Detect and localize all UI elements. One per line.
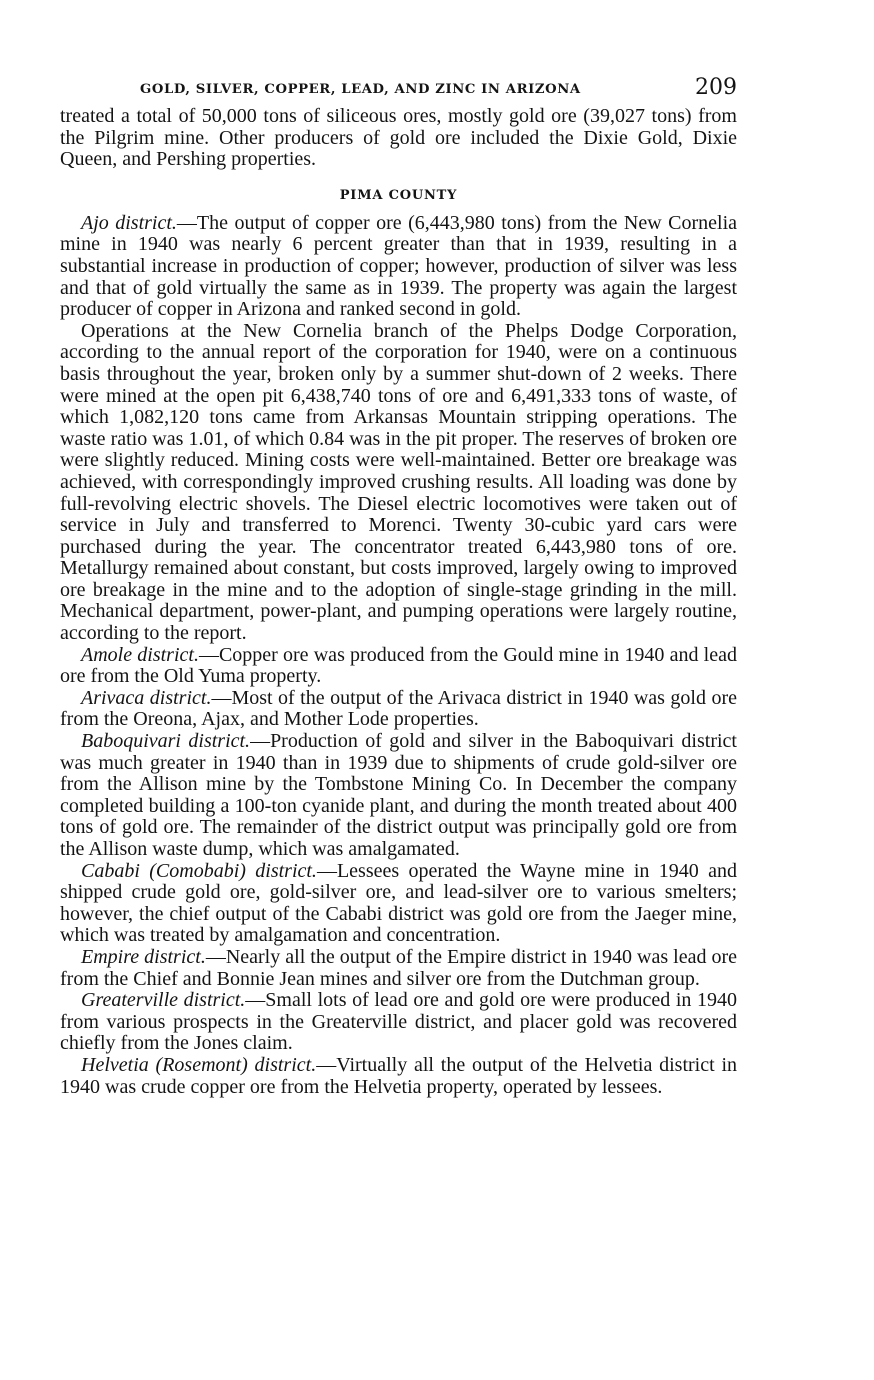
paragraph-text: —Virtually all the output of the Helvetia district in 1940 was crude copper ore from the Helvetia property, operated by lessees.: [60, 1053, 737, 1098]
district-name: Arivaca district.: [81, 686, 212, 709]
book-page: [60, 76, 737, 1098]
district-name: Empire district.: [81, 945, 206, 968]
paragraph-text: —Most of the output of the Arivaca district in 1940 was gold ore from the Oreona, Ajax, and Mother Lode properties.: [60, 686, 737, 731]
paragraph-text: —The output of copper ore (6,443,980 tons) from the New Cornelia mine in 1940 was nearly 6 percent greater than that in 1939, resulting in a substantial increase in production of copper; however, production of silver was less and that of gold virtually the same as in 1939. The property was again the largest producer of copper in Arizona and ranked second in gold.: [60, 211, 738, 321]
paragraph-text: —Lessees operated the Wayne mine in 1940 and shipped crude gold ore, gold-silver ore, and lead-silver ore to various smelters; however, the chief output of the Cababi district was gold ore from the Jaeger mine, which was treated by amalgamation and concentration.: [60, 859, 737, 947]
paragraph-arivaca: [60, 688, 737, 731]
paragraph-greaterville: [60, 990, 737, 1055]
paragraph-baboquivari: [60, 731, 737, 861]
continuation-paragraph: treated a total of 50,000 tons of siliceous ores, mostly gold ore (39,027 tons) from the Pilgrim mine. Other producers of gold ore included the Dixie Gold, Dixie Queen, and Pershing properties.: [60, 105, 737, 171]
district-name: Greaterville district.: [81, 989, 246, 1012]
district-name: Amole district.: [81, 643, 199, 666]
paragraph-ajo: [60, 213, 737, 321]
paragraph-helvetia: [60, 1055, 737, 1098]
paragraph-text: —Production of gold and silver in the Baboquivari district was much greater in 1940 than in 1939 due to shipments of crude gold-silver ore from the Allison mine by the Tombstone Mining Co. In December the company completed building a 100-ton cyanide plant, and during the month treated about 400 tons of gold ore. The remainder of the district output was principally gold ore from the Allison waste dump, which was amalgamated.: [60, 730, 737, 860]
paragraph-amole: [60, 645, 737, 688]
paragraph-cababi: [60, 861, 737, 947]
paragraph-text: —Nearly all the output of the Empire district in 1940 was lead ore from the Chief and Bonnie Jean mines and silver ore from the Dutchman group.: [60, 945, 737, 990]
paragraph-new-cornelia-operations: [60, 321, 737, 645]
paragraph-empire: [60, 947, 737, 990]
page-number: 209: [695, 75, 737, 100]
section-heading: PIMA COUNTY: [339, 187, 458, 203]
paragraph-text: —Small lots of lead ore and gold ore were produced in 1940 from various prospects in the Greaterville district, and placer gold was recovered chiefly from the Jones claim.: [60, 989, 738, 1055]
district-name: Helvetia (Rosemont) district.: [81, 1053, 317, 1076]
running-head: [60, 76, 737, 106]
district-name: Baboquivari district.: [81, 730, 251, 753]
district-name: Ajo district.: [81, 211, 177, 234]
paragraph-text: Operations at the New Cornelia branch of the Phelps Dodge Corporation, according to the annual report of the corporation for 1940, were on a continuous basis throughout the year, broken only by a summer shut-down of 2 weeks. There were mined at the open pit 6,438,740 tons of ore and 6,491,333 tons of waste, of which 1,082,120 tons came from Arkansas Mountain stripping operations. The waste ratio was 1.01, of which 0.84 was in the pit proper. The reserves of broken ore were slightly reduced. Mining costs were well-maintained. Better ore breakage was achieved, with correspondingly improved crushing results. All loading was done by full-revolving electric shovels. The Diesel electric locomotives were taken out of service in July and transferred to Morenci. Twenty 30-cubic yard cars were purchased during the year. The concentrator treated 6,443,980 tons of ore. Metallurgy remained about constant, but costs improved, largely owing to improved ore breakage in the mine and to the adoption of single-stage grinding in the mill. Mechanical department, power-plant, and pumping operations were largely routine, according to the report.: [60, 319, 737, 645]
running-title: GOLD, SILVER, COPPER, LEAD, AND ZINC IN ARIZONA: [140, 82, 581, 97]
district-name: Cababi (Comobabi) district.: [81, 859, 317, 882]
paragraph-text: —Copper ore was produced from the Gould mine in 1940 and lead ore from the Old Yuma property.: [60, 643, 737, 688]
